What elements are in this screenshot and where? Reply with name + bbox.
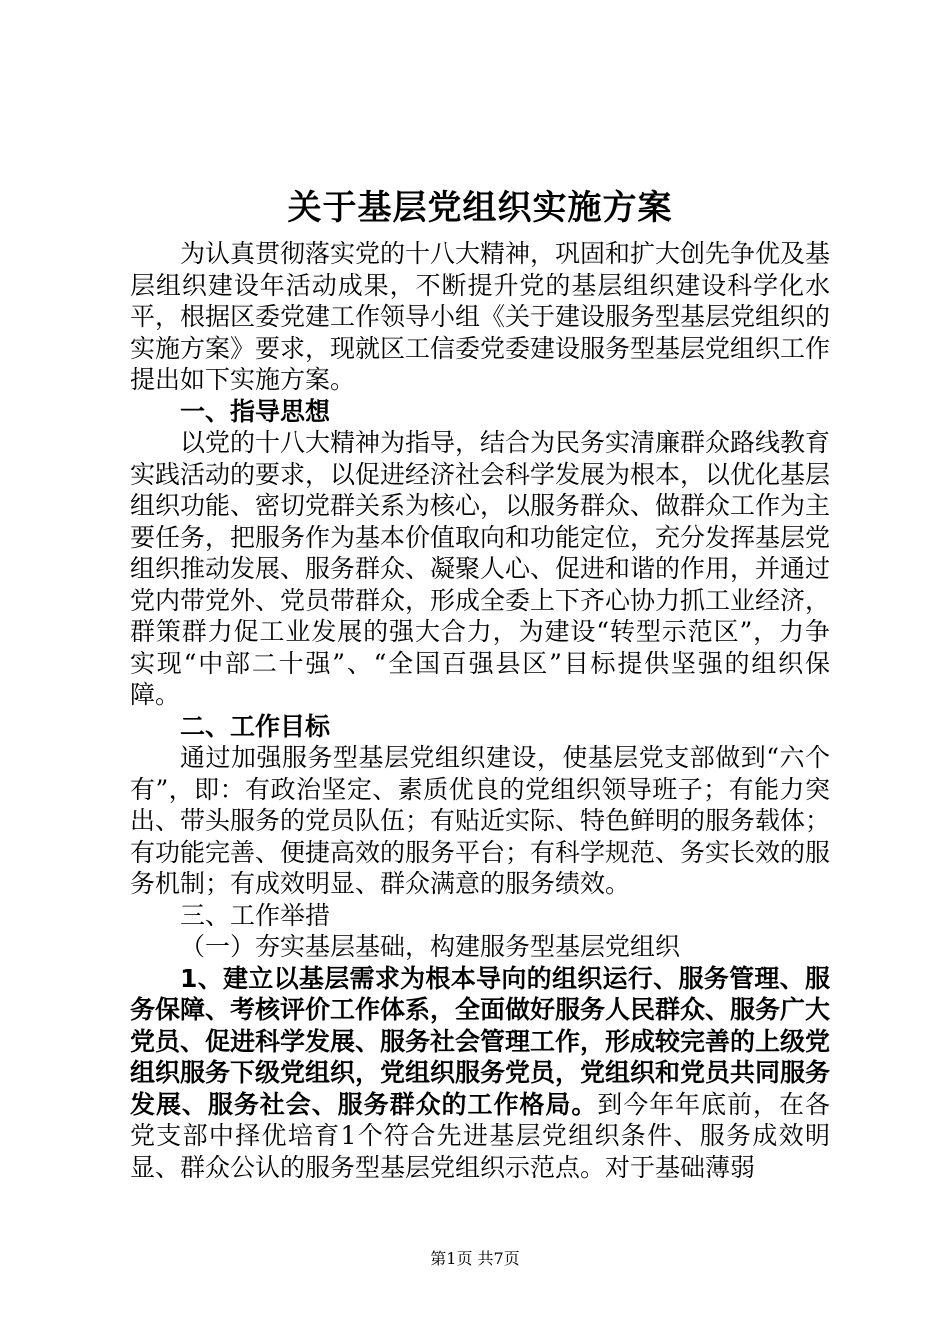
section-heading-work-goals: 二、工作目标 (180, 711, 331, 741)
section-heading-work-measures: 三、工作举措 (180, 900, 331, 930)
intro-paragraph: 为认真贯彻落实党的十八大精神，巩固和扩大创先争优及基层组织建设年活动成果，不断提升党的基层组织建设科学化水平，根据区委党建工作领导小组《关于建设服务型基层党组织的实施方案》要求，现就区工信委党委建设服务型基层党组织工作提出如下实施方案。 (130, 239, 831, 394)
section-heading-guiding-ideology: 一、指导思想 (180, 396, 331, 426)
measure-1-bold-text: 1、建立以基层需求为根本导向的组织运行、服务管理、服务保障、考核评价工作体系，全面做好服务人民群众、服务广大党员、促进科学发展、服务社会管理工作，形成较完善的上级党组织服务下级党组织，党组织服务党员，党组织和党员共同服务发展、服务社会、服务群众的工作格局。 (130, 963, 831, 1119)
measure-1-normal-text: 到今年年底前，在各党支部中择优培育1个符合先进基层党组织条件、服务成效明显、群众公认的服务型基层党组织示范点。对于基础薄弱 (130, 1089, 830, 1182)
page-footer: 第1页 共7页 (430, 1249, 520, 1268)
document-page (130, 178, 830, 1183)
subsection-heading-1: （一）夯实基层基础，构建服务型基层党组织 (180, 932, 681, 961)
guiding-ideology-paragraph: 以党的十八大精神为指导，结合为民务实清廉群众路线教育实践活动的要求，以促进经济社会科学发展为根本，以优化基层组织功能、密切党群关系为核心，以服务群众、做群众工作为主要任务，把服务作为基本价值取向和功能定位，充分发挥基层党组织推动发展、服务群众、凝聚人心、促进和谐的作用，并通过党内带党外、党员带群众，形成全委上下齐心协力抓工业经济，群策群力促工业发展的强大合力，为建设“转型示范区”，力争实现“中部二十强”、“全国百强县区”目标提供坚强的组织保障。 (130, 428, 831, 709)
work-goals-paragraph: 通过加强服务型基层党组织建设，使基层党支部做到“六个有”，即：有政治坚定、素质优良的党组织领导班子；有能力突出、带头服务的党员队伍；有贴近实际、特色鲜明的服务载体；有功能完善、便捷高效的服务平台；有科学规范、务实长效的服务机制；有成效明显、群众满意的服务绩效。 (130, 743, 831, 898)
measure-1-paragraph (130, 963, 830, 1184)
document-title: 关于基层党组织实施方案 (287, 188, 673, 228)
